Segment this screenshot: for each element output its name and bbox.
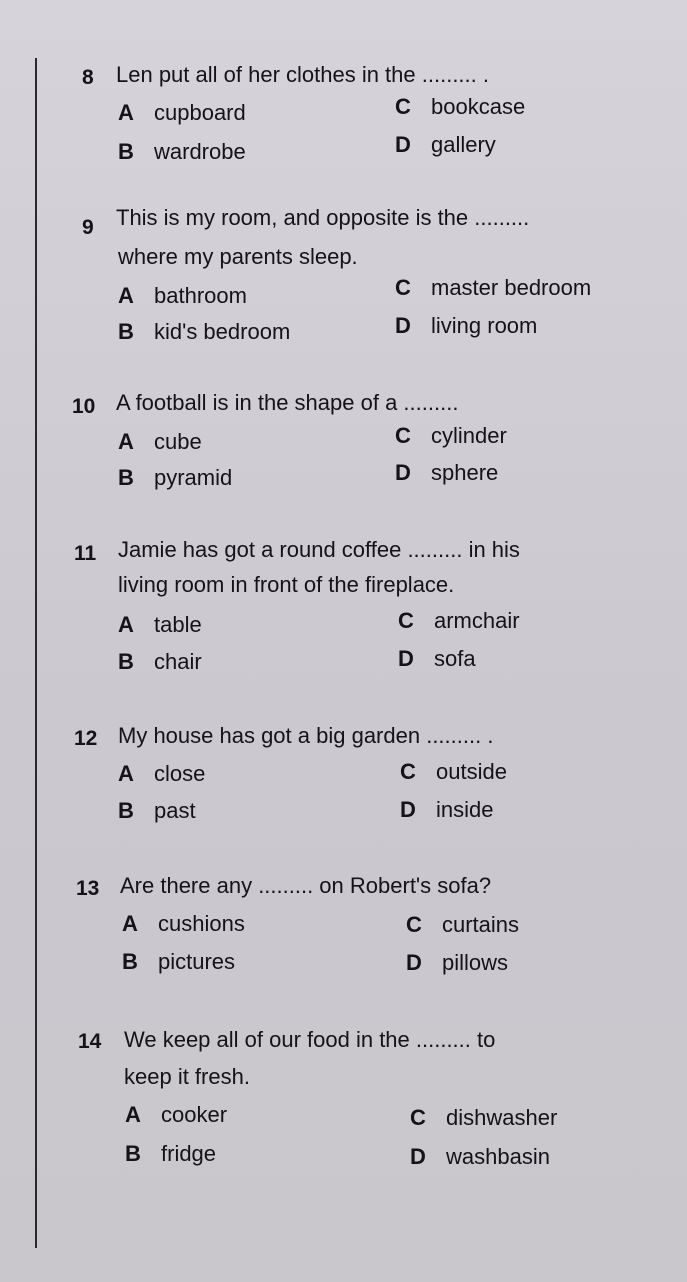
question-number: 9 xyxy=(82,216,94,239)
option-b[interactable]: B past xyxy=(118,798,196,823)
question-stem: Are there any ......... on Robert's sofa? xyxy=(120,873,492,898)
option-d[interactable]: D living room xyxy=(395,313,538,338)
option-text: cushions xyxy=(158,911,245,936)
option-a[interactable]: A cooker xyxy=(125,1102,228,1127)
option-text: wardrobe xyxy=(154,139,246,164)
option-text: sofa xyxy=(434,646,476,671)
question-number: 12 xyxy=(74,727,98,750)
option-text: washbasin xyxy=(446,1144,550,1169)
option-text: armchair xyxy=(434,608,520,633)
question-stem: This is my room, and opposite is the ......... xyxy=(116,205,530,230)
option-c[interactable]: C armchair xyxy=(398,608,520,633)
option-text: chair xyxy=(154,649,202,674)
question-number: 11 xyxy=(74,542,97,565)
option-text: table xyxy=(154,612,202,637)
option-text: dishwasher xyxy=(446,1105,558,1130)
option-d[interactable]: D sofa xyxy=(398,646,476,671)
option-text: outside xyxy=(436,759,507,784)
option-text: past xyxy=(154,798,196,823)
option-text: fridge xyxy=(161,1141,217,1166)
question-stem: Jamie has got a round coffee ......... in his xyxy=(118,537,520,562)
option-text: inside xyxy=(436,797,494,822)
option-b[interactable]: B pictures xyxy=(122,949,236,974)
option-d[interactable]: D pillows xyxy=(406,950,509,975)
option-text: bookcase xyxy=(431,94,526,119)
option-a[interactable]: A cupboard xyxy=(118,100,246,125)
option-d[interactable]: D washbasin xyxy=(410,1144,550,1169)
question-number: 10 xyxy=(72,395,96,418)
option-text: pillows xyxy=(442,950,509,975)
question-stem: My house has got a big garden ......... . xyxy=(118,723,494,748)
option-d[interactable]: D inside xyxy=(400,797,494,822)
option-c[interactable]: C dishwasher xyxy=(410,1105,558,1130)
option-a[interactable]: A bathroom xyxy=(118,283,247,308)
option-c[interactable]: C cylinder xyxy=(395,423,507,448)
option-text: sphere xyxy=(431,460,499,485)
question-number: 13 xyxy=(76,877,100,900)
option-b[interactable]: B chair xyxy=(118,649,202,674)
question-stem: A football is in the shape of a ......... xyxy=(116,390,459,415)
option-text: master bedroom xyxy=(431,275,592,300)
question-number: 14 xyxy=(78,1030,102,1053)
question-stem: Len put all of her clothes in the ......... . xyxy=(116,62,489,87)
question-stem-continued: where my parents sleep. xyxy=(118,244,358,269)
option-c[interactable]: C outside xyxy=(400,759,507,784)
option-text: cylinder xyxy=(431,423,507,448)
option-a[interactable]: A cushions xyxy=(122,911,245,936)
option-d[interactable]: D sphere xyxy=(395,460,499,485)
option-c[interactable]: C curtains xyxy=(406,912,520,937)
option-text: gallery xyxy=(431,132,496,157)
option-c[interactable]: C bookcase xyxy=(395,94,526,119)
option-text: bathroom xyxy=(154,283,247,308)
option-text: kid's bedroom xyxy=(154,319,291,344)
option-a[interactable]: A close xyxy=(118,761,206,786)
option-text: close xyxy=(154,761,206,786)
option-text: pictures xyxy=(158,949,236,974)
option-text: cube xyxy=(154,429,202,454)
margin-rule xyxy=(35,58,37,1248)
question-number: 8 xyxy=(82,66,94,89)
option-b[interactable]: B kid's bedroom xyxy=(118,319,291,344)
option-b[interactable]: B pyramid xyxy=(118,465,233,490)
option-b[interactable]: B wardrobe xyxy=(118,139,246,164)
option-text: pyramid xyxy=(154,465,233,490)
option-d[interactable]: D gallery xyxy=(395,132,496,157)
option-b[interactable]: B fridge xyxy=(125,1141,217,1166)
option-text: cooker xyxy=(161,1102,228,1127)
option-a[interactable]: A cube xyxy=(118,429,202,454)
option-text: living room xyxy=(431,313,538,338)
option-text: curtains xyxy=(442,912,520,937)
option-a[interactable]: A table xyxy=(118,612,202,637)
option-c[interactable]: C master bedroom xyxy=(395,275,592,300)
question-stem-continued: living room in front of the fireplace. xyxy=(118,572,455,597)
question-stem: We keep all of our food in the ......... to xyxy=(124,1027,496,1052)
question-stem-continued: keep it fresh. xyxy=(124,1064,250,1089)
option-text: cupboard xyxy=(154,100,246,125)
